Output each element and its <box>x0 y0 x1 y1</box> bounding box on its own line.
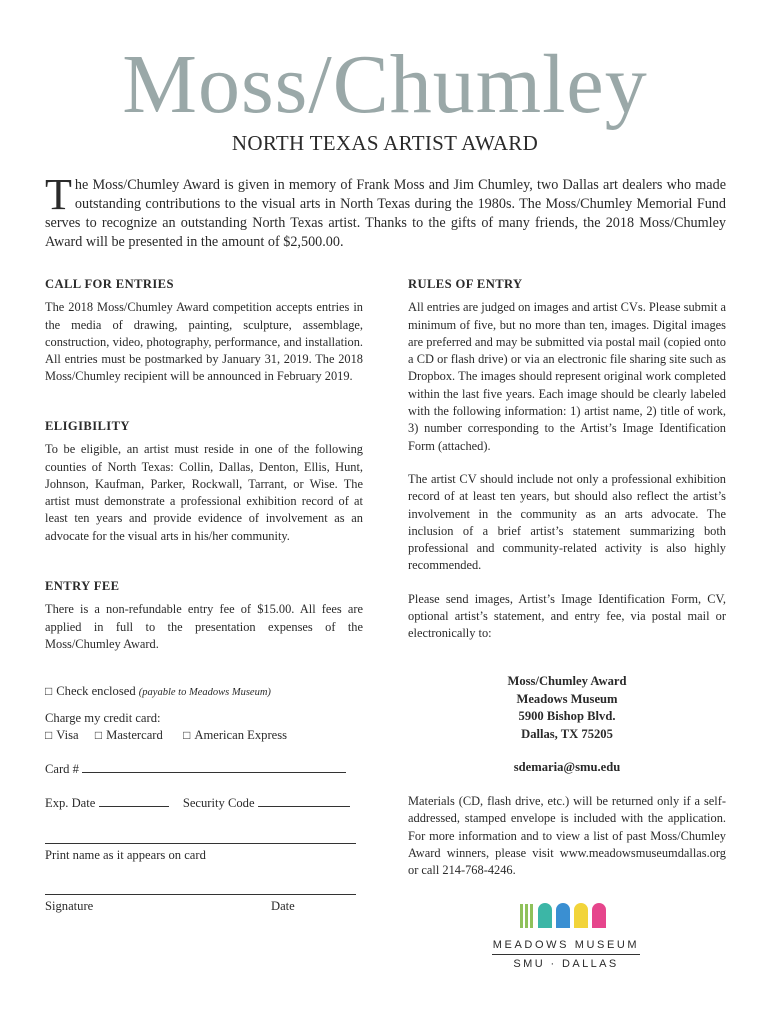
intro-dropcap: T <box>45 170 72 219</box>
exp-date-field[interactable] <box>99 794 169 807</box>
print-name-field[interactable] <box>45 843 356 844</box>
expiry-security-row <box>45 794 360 812</box>
amex-label: American Express <box>194 728 288 742</box>
signature-row <box>45 897 360 915</box>
signature-field[interactable] <box>45 894 356 895</box>
contact-email[interactable]: sdemaria@smu.edu <box>513 760 621 774</box>
entry-fee-heading: ENTRY FEE <box>45 579 120 593</box>
address-line: Meadows Museum <box>516 691 618 706</box>
eligibility-text: To be eligible, an artist must reside in one of the following counties of North Texas: Collin, Dallas, Denton, Ellis, Hunt, Johnson, Kaufman, Parker, Rockwall, Tarrant, or Wise. The artist must demonstrate a professional exhibition record of at least ten years and provide evidence of involvement as an advocate for the visual arts in his/her community. <box>45 442 363 543</box>
arch-yellow-waves <box>574 903 588 928</box>
call-for-entries-heading: CALL FOR ENTRIES <box>45 277 174 291</box>
visa-label: Visa <box>56 728 79 742</box>
call-for-entries-section <box>45 276 363 386</box>
call-for-entries-text: The 2018 Moss/Chumley Award competition accepts entries in the media of drawing, painting, sculpture, assemblage, construction, video, photography, performance, and installation. All entries must be postmarked by January 31, 2019. The 2018 Moss/Chumley recipient will be announced in February 2019. <box>45 300 363 384</box>
return-info-section <box>408 793 726 879</box>
address-line: Dallas, TX 75205 <box>521 726 613 741</box>
signature-label: Signature <box>45 899 94 913</box>
entry-fee-section <box>45 578 363 653</box>
arch-stripes-green <box>525 904 528 928</box>
entry-fee-text: There is a non-refundable entry fee of $15.00. All fees are applied in full to the presentation expenses of the Moss/Chumley Award. <box>45 602 363 651</box>
arch-stripes-green <box>530 904 533 928</box>
address-line: 5900 Bishop Blvd. <box>518 709 616 724</box>
logo-city: SMU · DALLAS <box>513 958 619 970</box>
rules-heading: RULES OF ENTRY <box>408 277 523 291</box>
amex-checkbox[interactable]: □ <box>183 728 191 742</box>
logo-museum-name: MEADOWS MUSEUM <box>492 939 640 951</box>
logo-divider <box>492 954 640 955</box>
card-type-row <box>45 726 360 744</box>
intro-text: he Moss/Chumley Award is given in memory of Frank Moss and Jim Chumley, two Dallas art dealers who made outstanding contributions to the visual arts in North Texas during the 1980s. The Moss/Chumley Memorial Fund serves to recognize an outstanding North Texas artist. Thanks to the gifts of many friends, the 2018 Moss/Chumley Award will be presented in the amount of $2,500.00. <box>45 177 726 250</box>
arch-blue <box>556 903 570 928</box>
meadows-museum-logo <box>488 898 644 970</box>
rules-of-entry-section <box>408 276 726 643</box>
card-number-row <box>45 760 360 778</box>
check-enclosed-row <box>45 682 360 702</box>
meadows-arches-icon <box>488 898 644 930</box>
mastercard-label: Mastercard <box>106 728 163 742</box>
security-code-label: Security Code <box>182 796 255 810</box>
security-code-field[interactable] <box>258 794 350 807</box>
visa-checkbox[interactable]: □ <box>45 728 53 742</box>
print-name-label: Print name as it appears on card <box>45 848 206 862</box>
exp-date-label: Exp. Date <box>45 796 96 810</box>
date-label: Date <box>271 899 295 913</box>
card-number-field[interactable] <box>82 760 346 773</box>
mastercard-checkbox[interactable]: □ <box>94 728 103 742</box>
page-title: Moss/Chumley <box>122 38 648 131</box>
check-payable-note: (payable to Meadows Museum) <box>138 687 271 698</box>
arch-teal <box>538 903 552 928</box>
credit-card-label: Charge my credit card: <box>45 711 161 725</box>
arch-pink-violet <box>592 903 606 928</box>
check-enclosed-checkbox[interactable]: □ <box>45 684 53 698</box>
check-enclosed-label: Check enclosed <box>56 684 136 698</box>
rules-paragraph-1: All entries are judged on images and artist CVs. Please submit a minimum of five, but no more than ten, images. Digital images are preferred and may be submitted via postal mail (copied onto a CD or flash drive) or via an electronic file sharing site such as Dropbox. The images should represent original work completed within the last five years. Each image should be clearly labeled with the following information: 1) artist name, 2) title of work, 3) number corresponding to the Artist’s Image Identification Form (attached). <box>408 300 726 453</box>
rules-paragraph-2: The artist CV should include not only a professional exhibition record of at least ten years, but should also reflect the artist’s involvement in the community as an arts advocate. The inclusion of a brief artist’s statement summarizing both professional and community-related activity is also highly recommended. <box>408 471 726 573</box>
eligibility-heading: ELIGIBILITY <box>45 419 130 433</box>
intro-paragraph <box>45 170 726 252</box>
rules-paragraph-3: Please send images, Artist’s Image Identification Form, CV, optional artist’s statement, and entry fee, via postal mail or electronically to: <box>408 591 726 641</box>
page-subtitle: NORTH TEXAS ARTIST AWARD <box>231 131 539 155</box>
eligibility-section <box>45 418 363 545</box>
rules-paragraph-4: Materials (CD, flash drive, etc.) will be returned only if a self-addressed, stamped envelope is included with the application. For more information and to view a list of past Moss/Chumley Award winners, please visit www.meadowsmuseumdallas.org or call 214-768-4246. <box>408 794 726 878</box>
mailing-address <box>408 673 726 743</box>
arch-stripes-green <box>520 904 523 928</box>
address-line: Moss/Chumley Award <box>507 674 627 688</box>
card-number-label: Card # <box>45 762 79 776</box>
